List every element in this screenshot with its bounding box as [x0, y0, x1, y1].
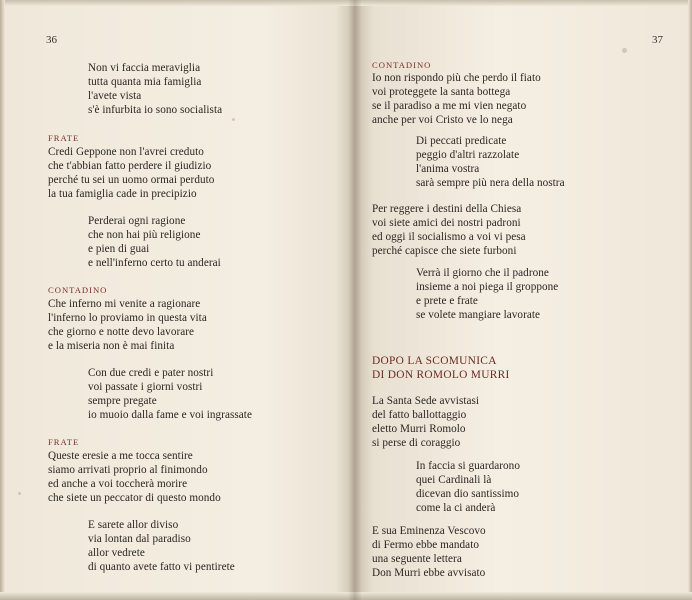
verse-line: Queste eresie a me tocca sentire	[48, 450, 193, 462]
verse-line: che giorno e notte devo lavorare	[48, 326, 195, 338]
verse-line: come la ci anderà	[416, 502, 496, 514]
page-edge-left	[0, 0, 5, 600]
speaker-label: CONTADINO	[48, 285, 108, 295]
verse-line: Non vi faccia meraviglia	[88, 62, 201, 74]
verse-line: Perderai ogni ragione	[88, 215, 186, 227]
verse-line: di Fermo ebbe mandato	[372, 539, 479, 551]
page-number-right: 37	[652, 34, 663, 46]
verse-line: Io non rispondo più che perdo il fiato	[372, 72, 541, 84]
verse-line: io muoio dalla fame e voi ingrassate	[88, 409, 252, 421]
speaker-label: FRATE	[48, 437, 80, 447]
verse-line: perché capisce che siete furboni	[372, 245, 517, 257]
verse-line: anche per voi Cristo ve lo nega	[372, 114, 513, 126]
verse-line: di quanto avete fatto vi pentirete	[88, 561, 235, 573]
verse-line: s'è infurbita io sono socialista	[88, 104, 223, 116]
verse-line: l'inferno lo proviamo in questa vita	[48, 312, 207, 324]
page-edge-right	[688, 0, 692, 600]
verse-line: la tua famiglia cade in precipizio	[48, 188, 197, 200]
verse-line: Don Murri ebbe avvisato	[372, 567, 486, 579]
verse-line: ed anche a voi toccherà morire	[48, 478, 188, 490]
verse-line: Che inferno mi venite a ragionare	[48, 298, 201, 310]
verse-line: e prete e frate	[416, 295, 478, 307]
verse-line: In faccia si guardarono	[416, 460, 520, 472]
verse-line: allor vedrete	[88, 547, 145, 559]
verse-line: Credi Geppone non l'avrei creduto	[48, 146, 204, 158]
verse-line: sempre pregate	[88, 395, 157, 407]
verse-line: Con due credi e pater nostri	[88, 367, 214, 379]
paper-speck	[622, 48, 627, 53]
verse-line: Per reggere i destini della Chiesa	[372, 203, 522, 215]
verse-line: se il paradiso a me mi vien negato	[372, 100, 527, 112]
page-edge-top	[0, 0, 692, 6]
verse-line: voi proteggete la santa bottega	[372, 86, 511, 98]
speaker-label: FRATE	[48, 133, 80, 143]
verse-line: voi passate i giorni vostri	[88, 381, 203, 393]
verse-line: che t'abbian fatto perdere il giudizio	[48, 160, 212, 172]
page-number-left: 36	[46, 34, 57, 46]
verse-line: che non hai più religione	[88, 229, 201, 241]
page-edge-bottom	[0, 592, 692, 600]
verse-line: una seguente lettera	[372, 553, 462, 565]
section-title: DI DON ROMOLO MURRI	[372, 369, 510, 381]
verse-line: si perse di coraggio	[372, 437, 461, 449]
verse-line: quei Cardinali là	[416, 474, 492, 486]
verse-line: perché tu sei un uomo ormai perduto	[48, 174, 215, 186]
verse-line: l'avete vista	[88, 90, 142, 102]
verse-line: via lontan dal paradiso	[88, 533, 191, 545]
speaker-label: CONTADINO	[372, 60, 432, 70]
verse-line: e la miseria non è mai finita	[48, 340, 175, 352]
verse-line: tutta quanta mia famiglia	[88, 76, 202, 88]
section-title: DOPO LA SCOMUNICA	[372, 355, 497, 367]
verse-line: sarà sempre più nera della nostra	[416, 177, 565, 189]
verse-line: del fatto ballottaggio	[372, 409, 467, 421]
verse-line: ed oggi il socialismo a voi vi pesa	[372, 231, 526, 243]
verse-line: e pien di guai	[88, 243, 150, 255]
verse-line: l'anima vostra	[416, 163, 480, 175]
verse-line: dicevan dio santissimo	[416, 488, 520, 500]
verse-line: Di peccati predicate	[416, 135, 507, 147]
verse-line: E sarete allor diviso	[88, 519, 179, 531]
verse-line: insieme a noi piega il groppone	[416, 281, 559, 293]
paper-speck	[18, 492, 21, 495]
paper-speck	[232, 118, 235, 121]
verse-line: peggio d'altri razzolate	[416, 149, 520, 161]
verse-line: eletto Murri Romolo	[372, 423, 466, 435]
verse-line: che siete un peccator di questo mondo	[48, 492, 221, 504]
verse-line: e nell'inferno certo tu anderai	[88, 257, 221, 269]
verse-line: E sua Eminenza Vescovo	[372, 525, 486, 537]
book-gutter	[348, 0, 362, 600]
verse-line: La Santa Sede avvistasi	[372, 395, 480, 407]
verse-line: siamo arrivati proprio al finimondo	[48, 464, 208, 476]
verse-line: Verrà il giorno che il padrone	[416, 267, 549, 279]
verse-line: se volete mangiare lavorate	[416, 309, 541, 321]
verse-line: voi siete amici dei nostri padroni	[372, 217, 521, 229]
